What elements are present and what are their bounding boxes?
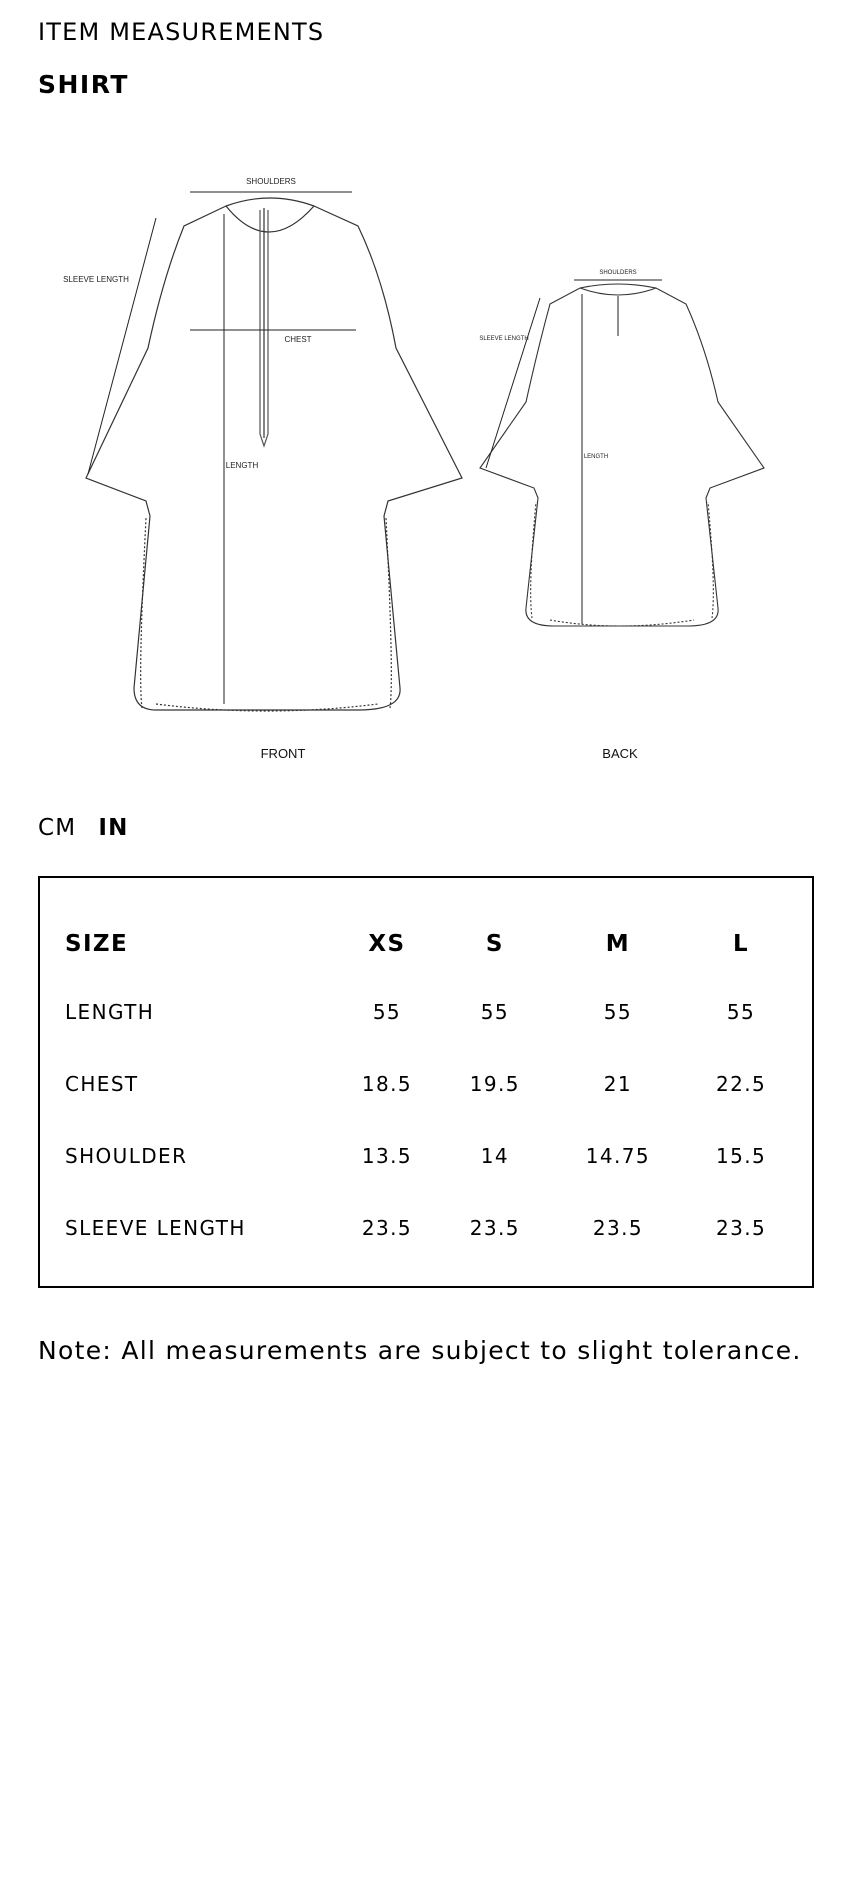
table-cell: 13.5 [361, 1144, 413, 1168]
table-cell: 18.5 [361, 1072, 413, 1096]
table-cell: 55 [603, 1000, 633, 1024]
unit-toggle [38, 815, 129, 841]
front-length-label: LENGTH [225, 461, 259, 470]
table-cell: 23.5 [361, 1216, 413, 1240]
table-header-size: SIZE [65, 931, 129, 957]
section-title: SHIRT [38, 70, 129, 99]
table-cell: 14.75 [585, 1144, 651, 1168]
row-label: LENGTH [65, 1000, 155, 1024]
table-header-l: L [733, 931, 750, 957]
table-row [65, 1048, 795, 1120]
size-chart-table [38, 876, 814, 1288]
table-header-xs: XS [368, 931, 406, 957]
table-cell: 21 [603, 1072, 633, 1096]
table-cell: 55 [480, 1000, 509, 1024]
table-row [65, 976, 795, 1048]
table-cell: 19.5 [469, 1072, 520, 1096]
front-chest-label: CHEST [284, 335, 312, 344]
table-row [65, 1192, 795, 1264]
table-cell: 15.5 [715, 1144, 767, 1168]
row-label: SHOULDER [65, 1144, 188, 1168]
table-row [65, 1120, 795, 1192]
shirt-measurement-diagram [38, 118, 818, 778]
unit-in-button[interactable]: IN [98, 815, 129, 841]
page-title: ITEM MEASUREMENTS [38, 18, 325, 46]
front-shoulders-label: SHOULDERS [246, 177, 296, 186]
table-cell: 23.5 [592, 1216, 643, 1240]
table-cell: 23.5 [715, 1216, 767, 1240]
table-cell: 23.5 [469, 1216, 520, 1240]
back-sleeve-length-label: SLEEVE LENGTH [479, 336, 529, 342]
front-garment-illustration [86, 198, 462, 711]
table-header-row [65, 912, 795, 976]
unit-cm-button[interactable]: CM [38, 815, 77, 841]
table-cell: 55 [726, 1000, 756, 1024]
table-cell: 14 [480, 1144, 509, 1168]
back-shoulders-label: SHOULDERS [599, 270, 637, 276]
table-cell: 22.5 [715, 1072, 767, 1096]
table-cell: 55 [372, 1000, 402, 1024]
row-label: CHEST [65, 1072, 139, 1096]
front-sleeve-length-label: SLEEVE LENGTH [63, 275, 129, 284]
table-header-m: M [605, 931, 631, 957]
front-label: FRONT [260, 746, 306, 761]
back-length-label: LENGTH [583, 454, 609, 460]
row-label: SLEEVE LENGTH [65, 1216, 246, 1240]
tolerance-note: Note: All measurements are subject to slight tolerance. [38, 1336, 802, 1365]
table-header-s: S [485, 931, 504, 957]
back-label: BACK [602, 746, 638, 761]
